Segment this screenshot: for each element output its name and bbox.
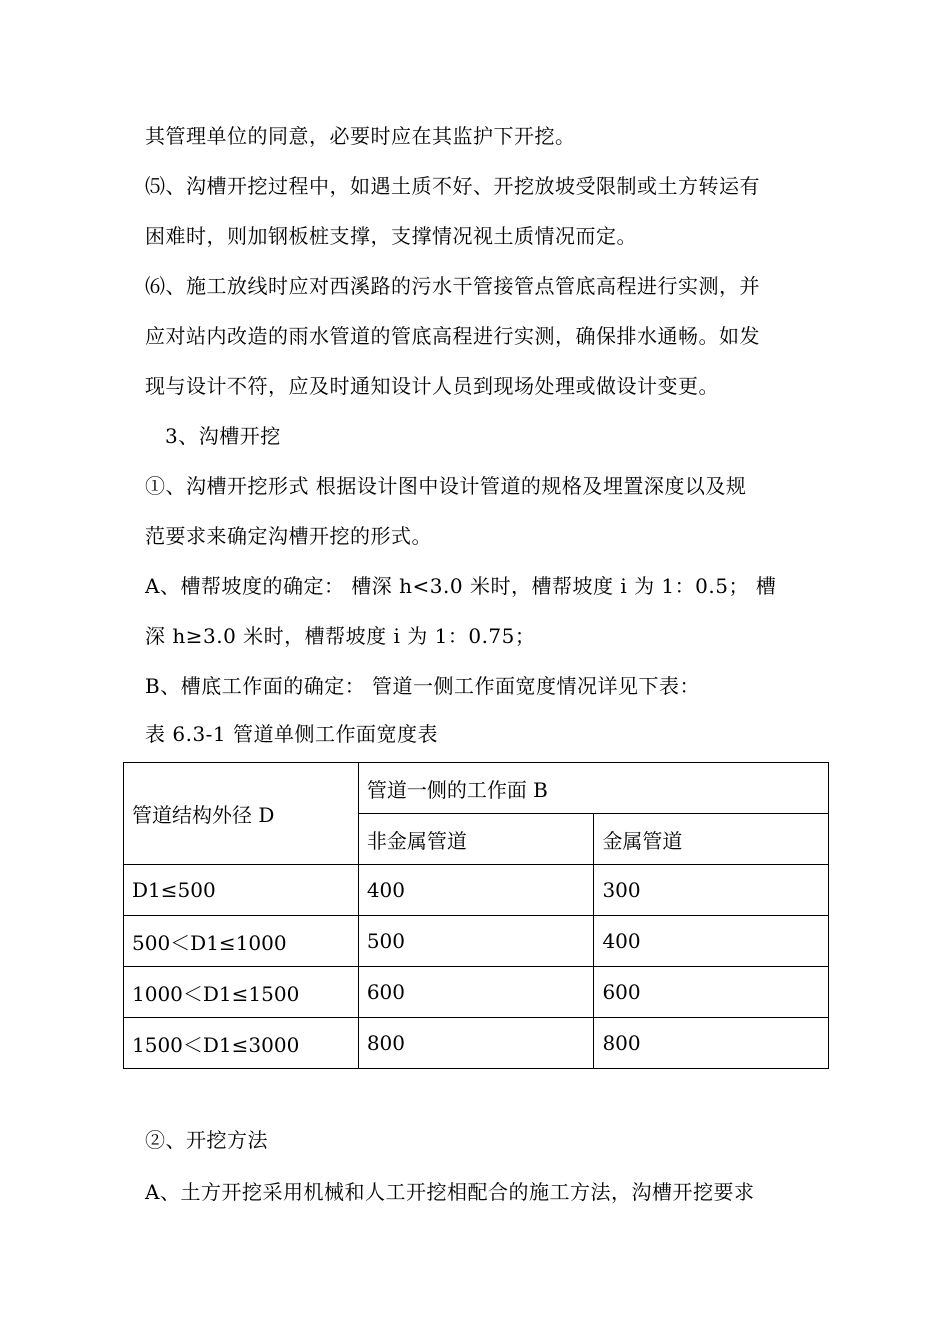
table-header-row bbox=[124, 763, 829, 814]
cell-diameter: 1500＜D1≤3000 bbox=[124, 1018, 359, 1069]
paragraph-line-5: 应对站内改造的雨水管道的管底高程进行实测，确保排水通畅。如发 bbox=[145, 324, 760, 348]
paragraph-line-6: 现与设计不符，应及时通知设计人员到现场处理或做设计变更。 bbox=[145, 374, 719, 398]
cell-diameter: D1≤500 bbox=[124, 865, 359, 916]
table-row bbox=[124, 916, 829, 967]
cell-metal: 600 bbox=[594, 967, 829, 1018]
cell-diameter: 500＜D1≤1000 bbox=[124, 916, 359, 967]
cell-non-metal: 800 bbox=[358, 1018, 594, 1069]
subsection-heading: ②、开挖方法 bbox=[145, 1128, 268, 1152]
section-heading: 3、沟槽开挖 bbox=[165, 424, 281, 448]
cell-metal: 800 bbox=[594, 1018, 829, 1069]
paragraph-line-3: 困难时，则加钢板桩支撑，支撑情况视土质情况而定。 bbox=[145, 224, 637, 248]
cell-non-metal: 600 bbox=[358, 967, 594, 1018]
paragraph-line-4: ⑹、施工放线时应对西溪路的污水干管接管点管底高程进行实测，并 bbox=[145, 274, 760, 298]
paragraph-line-after-1: A、土方开挖采用机械和人工开挖相配合的施工方法，沟槽开挖要求 bbox=[145, 1180, 755, 1204]
header-metal-pipe: 金属管道 bbox=[594, 814, 829, 865]
table-row bbox=[124, 967, 829, 1018]
cell-metal: 300 bbox=[594, 865, 829, 916]
table-row bbox=[124, 1018, 829, 1069]
header-workface-group: 管道一侧的工作面 B bbox=[358, 763, 828, 814]
paragraph-line-10: A、槽帮坡度的确定： 槽深 h<3.0 米时，槽帮坡度 i 为 1：0.5； 槽 bbox=[145, 574, 777, 598]
cell-diameter: 1000＜D1≤1500 bbox=[124, 967, 359, 1018]
cell-non-metal: 500 bbox=[358, 916, 594, 967]
paragraph-line-1: 其管理单位的同意，必要时应在其监护下开挖。 bbox=[145, 124, 576, 148]
paragraph-line-11: 深 h≥3.0 米时，槽帮坡度 i 为 1：0.75； bbox=[145, 624, 536, 648]
table-row bbox=[124, 865, 829, 916]
paragraph-line-9: 范要求来确定沟槽开挖的形式。 bbox=[145, 524, 432, 548]
header-outer-diameter: 管道结构外径 D bbox=[124, 763, 359, 865]
table-caption: 表 6.3-1 管道单侧工作面宽度表 bbox=[145, 722, 439, 746]
header-non-metal-pipe: 非金属管道 bbox=[358, 814, 594, 865]
paragraph-line-12: B、槽底工作面的确定： 管道一侧工作面宽度情况详见下表： bbox=[145, 674, 701, 698]
paragraph-line-2: ⑸、沟槽开挖过程中，如遇土质不好、开挖放坡受限制或土方转运有 bbox=[145, 174, 760, 198]
cell-non-metal: 400 bbox=[358, 865, 594, 916]
cell-metal: 400 bbox=[594, 916, 829, 967]
paragraph-line-8: ①、沟槽开挖形式 根据设计图中设计管道的规格及埋置深度以及规 bbox=[145, 474, 747, 498]
workface-width-table bbox=[123, 762, 829, 1069]
